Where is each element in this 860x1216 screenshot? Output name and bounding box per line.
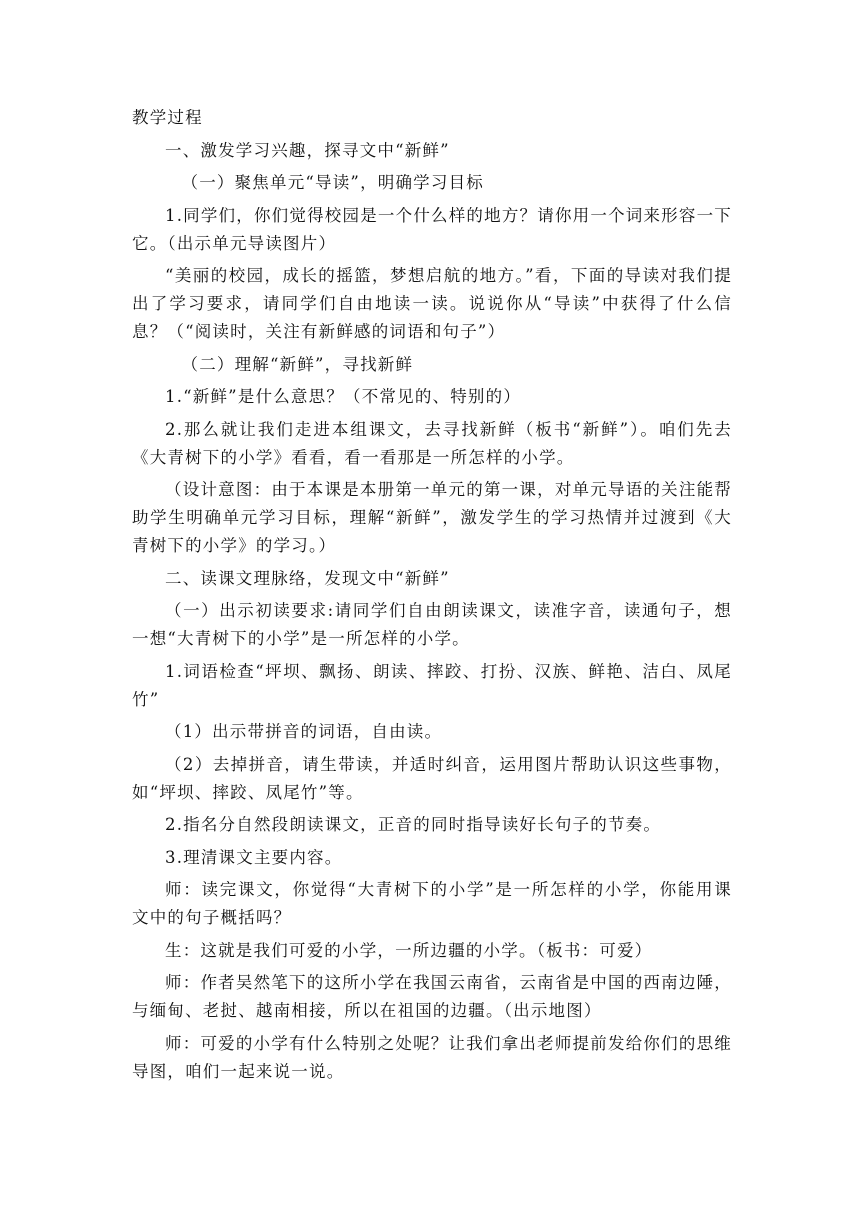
dialogue-teacher: 师：作者吴然笔下的这所小学在我国云南省，云南省是中国的西南边陲，与缅甸、老挝、越南相接，所以在祖国的边疆。（出示地图） — [132, 973, 732, 1020]
document-page — [132, 104, 732, 1090]
section-title: 教学过程 — [132, 108, 203, 127]
heading-2: 二、读课文理脉络，发现文中“新鲜” — [165, 568, 450, 588]
paragraph: （1）出示带拼音的词语，自由读。 — [165, 722, 443, 741]
paragraph: 1.同学们，你们觉得校园是一个什么样的地方？请你用一个词来形容一下它。（出示单元导读图片） — [132, 205, 732, 253]
paragraph: 2.那么就让我们走进本组课文，去寻找新鲜（板书“新鲜”）。咱们先去《大青树下的小学》看看，看一看那是一所怎样的小学。 — [132, 419, 732, 467]
paragraph: 1.词语检查“坪坝、飘扬、朗读、摔跤、打扮、汉族、鲜艳、洁白、凤尾竹” — [132, 661, 732, 709]
paragraph: 2.指名分自然段朗读课文，正音的同时指导读好长句子的节奏。 — [165, 815, 662, 834]
dialogue-teacher: 师：读完课文，你觉得“大青树下的小学”是一所怎样的小学，你能用课文中的句子概括吗？ — [132, 880, 732, 927]
paragraph: 3.理清课文主要内容。 — [165, 847, 343, 867]
paragraph: （2）去掉拼音，请生带读，并适时纠音，运用图片帮助认识这些事物，如“坪坝、摔跤、凤尾竹”等。 — [132, 754, 732, 802]
paragraph: “美丽的校园，成长的摇篮，梦想启航的地方。”看，下面的导读对我们提出了学习要求，请同学们自由地读一读。说说你从“导读”中获得了什么信息？（“阅读时，关注有新鲜感的词语和句子”） — [132, 266, 732, 341]
design-intent-note: （设计意图：由于本课是本册第一单元的第一课，对单元导语的关注能帮助学生明确单元学习目标，理解“新鲜”，激发学生的学习热情并过渡到《大青树下的小学》的学习。） — [132, 480, 732, 555]
subheading-1: （一）聚焦单元“导读”，明确学习目标 — [181, 173, 484, 192]
paragraph: （一）出示初读要求:请同学们自由朗读课文，读准字音，读通句子，想一想“大青树下的小学”是一所怎样的小学。 — [132, 601, 732, 648]
dialogue-student: 生：这就是我们可爱的小学，一所边疆的小学。（板书：可爱） — [165, 940, 653, 960]
subheading-2: （二）理解“新鲜”，寻找新鲜 — [181, 354, 414, 374]
heading-1: 一、激发学习兴趣，探寻文中“新鲜” — [165, 140, 450, 160]
paragraph: 1.“新鲜”是什么意思？（不常见的、特别的） — [165, 387, 522, 406]
dialogue-teacher: 师：可爱的小学有什么特别之处呢？让我们拿出老师提前发给你们的思维导图，咱们一起来说一说。 — [132, 1033, 732, 1081]
